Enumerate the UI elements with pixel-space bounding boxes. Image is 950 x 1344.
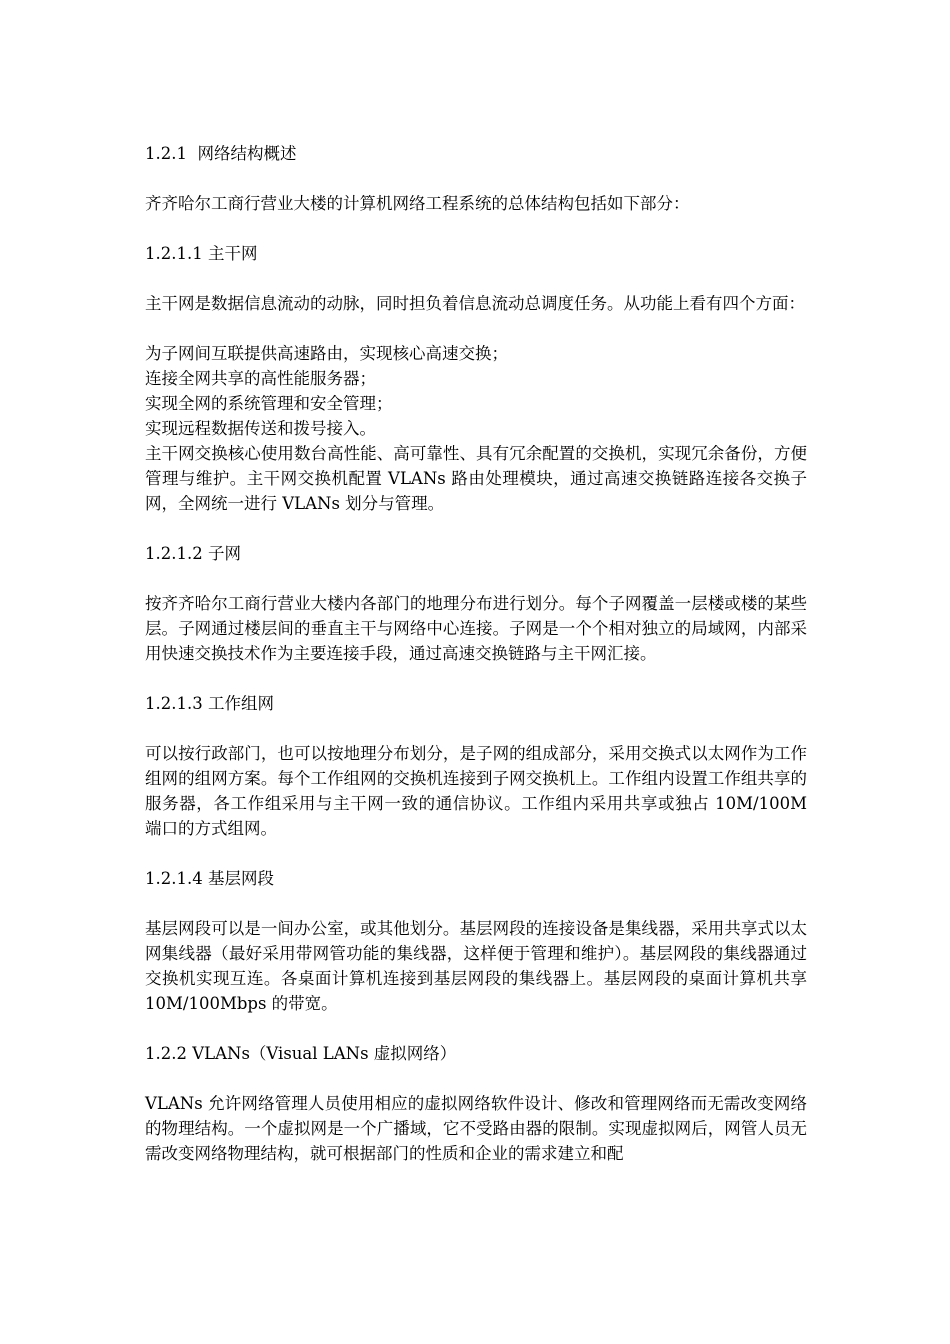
segment-paragraph: 基层网段可以是一间办公室，或其他划分。基层网段的连接设备是集线器，采用共享式以太网集线器（最好采用带网管功能的集线器，这样便于管理和维护）。基层网段的集线器通过交换机实现互连。各桌面计算机连接到基层网段的集线器上。基层网段的桌面计算机共享 10M/100Mbps 的带宽。 <box>145 919 813 1013</box>
backbone-list-item: 实现远程数据传送和拨号接入。 <box>145 419 376 438</box>
document-page <box>145 141 813 1166</box>
backbone-paragraph: 主干网是数据信息流动的动脉，同时担负着信息流动总调度任务。从功能上看有四个方面： <box>145 294 805 313</box>
workgroup-paragraph: 可以按行政部门，也可以按地理分布划分，是子网的组成部分，采用交换式以太网作为工作组网的组网方案。每个工作组网的交换机连接到子网交换机上。工作组内设置工作组共享的服务器，各工作组采用与主干网一致的通信协议。工作组内采用共享或独占 10M/100M 端口的方式组网。 <box>145 744 813 838</box>
section-heading-backbone: 1.2.1.1 主干网 <box>145 244 258 263</box>
vlans-paragraph: VLANs 允许网络管理人员使用相应的虚拟网络软件设计、修改和管理网络而无需改变网络的物理结构。一个虚拟网是一个广播域，它不受路由器的限制。实现虚拟网后，网管人员无需改变网络物理结构，就可根据部门的性质和企业的需求建立和配 <box>145 1094 807 1163</box>
intro-paragraph: 齐齐哈尔工商行营业大楼的计算机网络工程系统的总体结构包括如下部分： <box>145 194 690 213</box>
backbone-list-item: 连接全网共享的高性能服务器； <box>145 369 376 388</box>
section-heading-subnet: 1.2.1.2 子网 <box>145 544 241 563</box>
backbone-list-item: 实现全网的系统管理和安全管理； <box>145 394 393 413</box>
section-heading-workgroup: 1.2.1.3 工作组网 <box>145 694 274 713</box>
backbone-switch-paragraph: 主干网交换核心使用数台高性能、高可靠性、具有冗余配置的交换机，实现冗余备份，方便管理与维护。主干网交换机配置 VLANs 路由处理模块，通过高速交换链路连接各交换子网，全网统一进行 VLANs 划分与管理。 <box>145 444 807 513</box>
backbone-list-item: 为子网间互联提供高速路由，实现核心高速交换； <box>145 344 508 363</box>
subnet-paragraph: 按齐齐哈尔工商行营业大楼内各部门的地理分布进行划分。每个子网覆盖一层楼或楼的某些层。子网通过楼层间的垂直主干与网络中心连接。子网是一个个相对独立的局域网，内部采用快速交换技术作为主要连接手段，通过高速交换链路与主干网汇接。 <box>145 594 807 663</box>
section-heading-1-2-1: 1.2.1 网络结构概述 <box>145 144 297 163</box>
section-heading-vlans: 1.2.2 VLANs（Visual LANs 虚拟网络） <box>145 1044 457 1063</box>
section-heading-segment: 1.2.1.4 基层网段 <box>145 869 274 888</box>
